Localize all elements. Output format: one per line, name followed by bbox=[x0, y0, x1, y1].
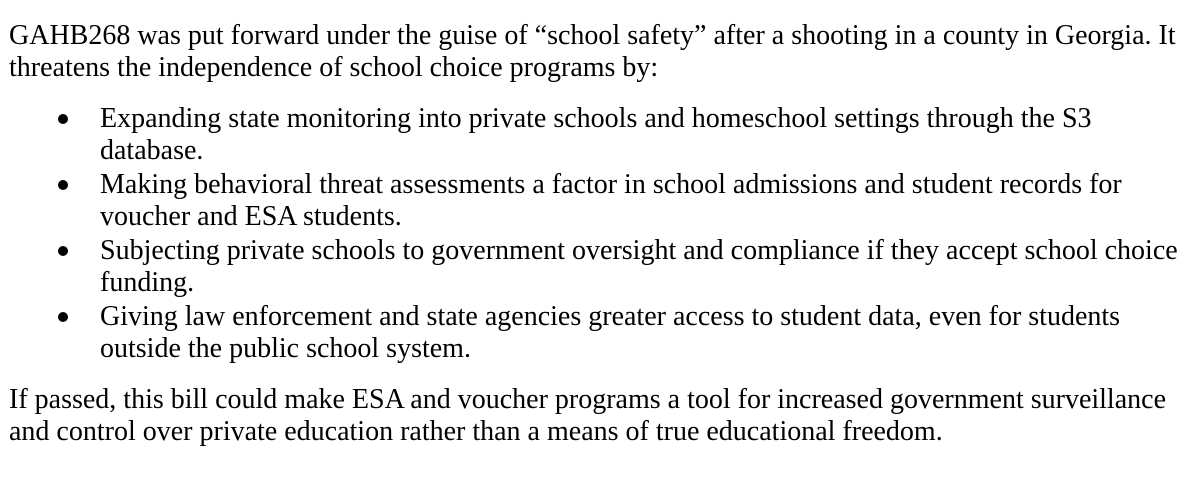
document-body bbox=[9, 20, 1194, 448]
list-item-text: Making behavioral threat assessments a factor in school admissions and student records for voucher and ESA students. bbox=[100, 169, 1122, 232]
bullet-icon bbox=[58, 180, 68, 190]
list-item bbox=[9, 235, 1194, 299]
threats-list bbox=[9, 103, 1194, 365]
list-item bbox=[9, 169, 1194, 233]
list-item-text: Giving law enforcement and state agencies greater access to student data, even for students outside the public school system. bbox=[100, 301, 1121, 364]
list-item bbox=[9, 301, 1194, 365]
bullet-icon bbox=[58, 246, 68, 256]
conclusion-paragraph: If passed, this bill could make ESA and voucher programs a tool for increased government surveillance and control over private education rather than a means of true educational freedom. bbox=[9, 384, 1166, 447]
intro-paragraph: GAHB268 was put forward under the guise of “school safety” after a shooting in a county in Georgia. It threatens the independence of school choice programs by: bbox=[9, 20, 1176, 83]
bullet-icon bbox=[58, 312, 68, 322]
list-item-text: Expanding state monitoring into private schools and homeschool settings through the S3 database. bbox=[100, 103, 1092, 166]
bullet-icon bbox=[58, 114, 68, 124]
list-item-text: Subjecting private schools to government oversight and compliance if they accept school choice funding. bbox=[100, 235, 1178, 298]
list-item bbox=[9, 103, 1194, 167]
